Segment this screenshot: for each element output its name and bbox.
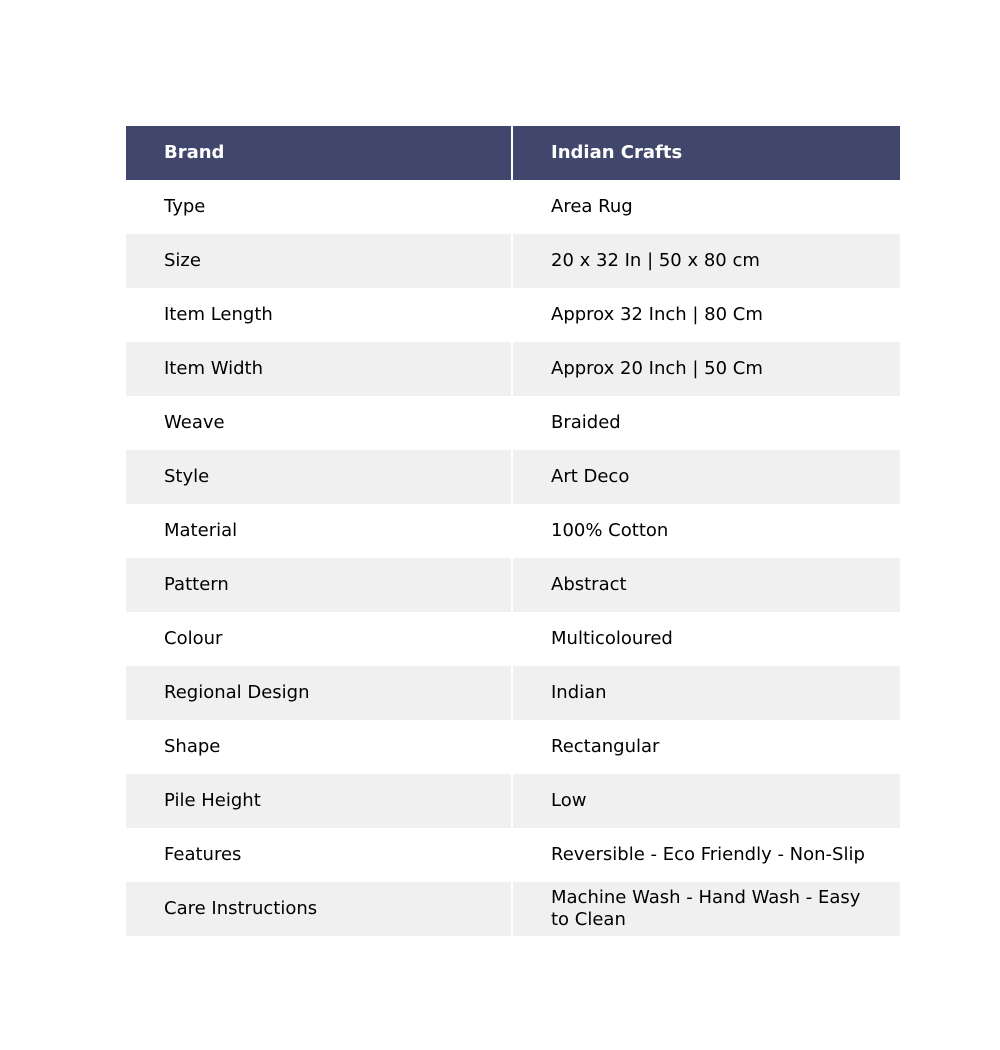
row-value-cell: Abstract [551, 574, 627, 595]
row-key-cell: Type [126, 180, 513, 234]
table-row [126, 180, 900, 234]
table-row [126, 396, 900, 450]
row-value-cell: Rectangular [551, 736, 660, 757]
table-row [126, 504, 900, 558]
table-row [126, 450, 900, 504]
row-key-cell: Pattern [126, 558, 513, 612]
table-header-row [126, 126, 900, 180]
row-key-cell: Style [126, 450, 513, 504]
row-key-cell: Features [126, 828, 513, 882]
row-value-cell: Braided [551, 412, 621, 433]
row-value-cell: Multicoloured [551, 628, 673, 649]
row-key-cell: Regional Design [126, 666, 513, 720]
row-value-cell: Reversible - Eco Friendly - Non-Slip [551, 844, 865, 865]
table-row [126, 774, 900, 828]
table-row [126, 342, 900, 396]
row-key-cell: Material [126, 504, 513, 558]
table-row [126, 558, 900, 612]
table-row [126, 828, 900, 882]
row-key-cell: Shape [126, 720, 513, 774]
row-value-cell: Approx 32 Inch | 80 Cm [551, 304, 763, 325]
table-row [126, 288, 900, 342]
product-spec-table [126, 126, 900, 936]
row-key-cell: Weave [126, 396, 513, 450]
row-value-cell: Approx 20 Inch | 50 Cm [551, 358, 763, 379]
row-key-cell: Size [126, 234, 513, 288]
table-row [126, 612, 900, 666]
table-row [126, 720, 900, 774]
row-key-cell: Colour [126, 612, 513, 666]
row-key-cell: Item Width [126, 342, 513, 396]
header-key-cell: Brand [126, 126, 513, 180]
row-value-cell: Indian [551, 682, 607, 703]
table-row [126, 234, 900, 288]
row-value-cell: 20 x 32 In | 50 x 80 cm [551, 250, 760, 271]
row-key-cell: Care Instructions [126, 882, 513, 936]
row-value-cell: Area Rug [551, 196, 633, 217]
table-row [126, 666, 900, 720]
row-value-cell: Machine Wash - Hand Wash - Easy to Clean [551, 887, 861, 930]
header-value-cell: Indian Crafts [551, 142, 683, 163]
row-value-cell: Low [551, 790, 587, 811]
row-value-cell: Art Deco [551, 466, 630, 487]
table-row [126, 882, 900, 936]
row-key-cell: Pile Height [126, 774, 513, 828]
row-value-cell: 100% Cotton [551, 520, 669, 541]
row-key-cell: Item Length [126, 288, 513, 342]
